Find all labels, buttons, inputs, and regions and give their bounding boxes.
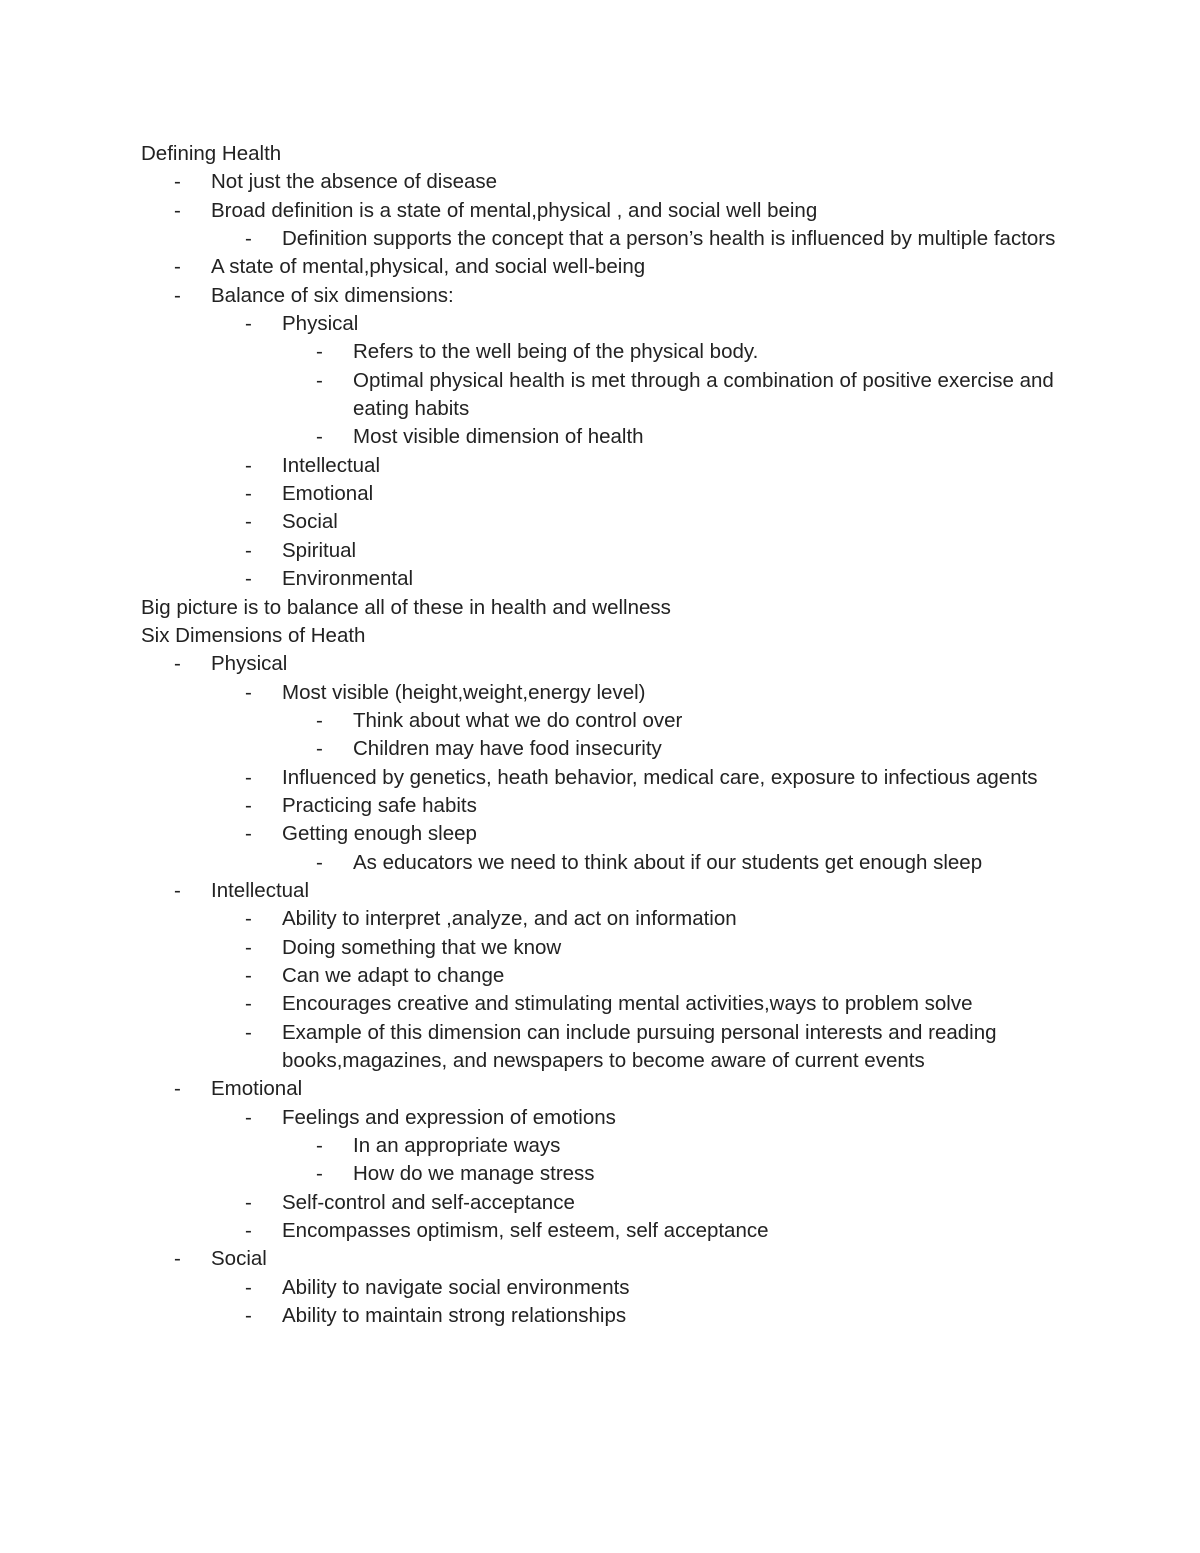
bullet-item [141,480,1071,508]
bullet-item [141,253,1071,281]
line-text: Defining Health [141,142,282,165]
line-text: Doing something that we know [282,935,562,959]
line-text: Refers to the well being of the physical body. [353,340,759,364]
bullet-item [141,1132,1071,1160]
bullet-dash: - [316,1162,323,1186]
line-text: Definition supports the concept that a person’s health is influenced by multiple factors [282,227,1056,251]
bullet-dash: - [245,1190,252,1214]
bullet-item [141,225,1071,253]
bullet-dash: - [245,482,252,506]
bullet-dash: - [245,935,252,959]
bullet-item [141,962,1071,990]
line-text: Physical [282,312,359,336]
bullet-dash: - [245,567,252,591]
bullet-dash: - [245,680,252,704]
bullet-item [141,1302,1071,1330]
line-text: Ability to maintain strong relationships [282,1304,627,1328]
line-text: Social [211,1247,267,1271]
line-text: Balance of six dimensions: [211,283,454,307]
bullet-dash: - [245,312,252,336]
heading-line [141,140,1071,168]
bullet-item [141,508,1071,536]
bullet-item [141,452,1071,480]
bullet-item [141,849,1071,877]
bullet-item [141,934,1071,962]
bullet-dash: - [245,1304,252,1328]
line-text: Encourages creative and stimulating mental activities,ways to problem solve [282,992,973,1016]
bullet-dash: - [245,793,252,817]
bullet-dash: - [174,878,181,902]
line-text: Intellectual [211,878,310,902]
bullet-item [141,168,1071,196]
bullet-dash: - [245,765,252,789]
bullet-item [141,1019,1071,1076]
line-text: Example of this dimension can include pursuing personal interests and reading books,magazines, and newspapers to become aware of current events [282,1020,997,1072]
line-text: Six Dimensions of Heath [141,623,366,647]
line-text: Big picture is to balance all of these in health and wellness [141,595,671,619]
heading-line [141,594,1071,622]
bullet-dash: - [174,255,181,279]
line-text: Emotional [282,482,374,506]
bullet-item [141,1217,1071,1245]
line-text: Feelings and expression of emotions [282,1105,616,1129]
heading-line [141,622,1071,650]
bullet-dash: - [245,992,252,1016]
line-text: In an appropriate ways [353,1134,561,1158]
bullet-dash: - [245,538,252,562]
bullet-dash: - [245,1020,252,1044]
line-text: Not just the absence of disease [211,170,498,194]
bullet-dash: - [245,1219,252,1243]
line-text: Emotional [211,1077,303,1101]
bullet-item [141,338,1071,366]
bullet-item [141,707,1071,735]
bullet-dash: - [174,1247,181,1271]
bullet-dash: - [174,198,181,222]
bullet-dash: - [174,170,181,194]
line-text: Social [282,510,338,534]
line-text: Environmental [282,567,414,591]
bullet-item [141,1075,1071,1103]
bullet-item [141,1189,1071,1217]
bullet-dash: - [316,737,323,761]
line-text: Getting enough sleep [282,822,477,846]
bullet-dash: - [245,1275,252,1299]
bullet-dash: - [245,963,252,987]
bullet-dash: - [174,283,181,307]
bullet-dash: - [245,1105,252,1129]
bullet-dash: - [245,822,252,846]
bullet-dash: - [245,227,252,251]
line-text: Intellectual [282,453,381,477]
line-text: Ability to interpret ,analyze, and act on information [282,907,737,931]
bullet-item [141,792,1071,820]
bullet-dash: - [316,1134,323,1158]
bullet-dash: - [316,708,323,732]
bullet-dash: - [174,1077,181,1101]
line-text: Optimal physical health is met through a combination of positive exercise and eating habits [353,368,1054,421]
bullet-item [141,197,1071,225]
bullet-dash: - [316,850,323,874]
line-text: Most visible (height,weight,energy level) [282,680,646,704]
bullet-item [141,820,1071,848]
bullet-dash: - [245,907,252,931]
bullet-item [141,650,1071,678]
bullet-item [141,764,1071,792]
line-text: Ability to navigate social environments [282,1275,630,1299]
bullet-item [141,423,1071,451]
bullet-dash: - [245,453,252,477]
line-text: As educators we need to think about if our students get enough sleep [353,850,983,874]
bullet-item [141,537,1071,565]
bullet-item [141,1274,1071,1302]
bullet-item [141,282,1071,310]
bullet-dash: - [174,652,181,676]
line-text: A state of mental,physical, and social well-being [211,255,646,279]
bullet-item [141,1245,1071,1273]
bullet-item [141,990,1071,1018]
line-text: Encompasses optimism, self esteem, self acceptance [282,1219,769,1243]
line-text: How do we manage stress [353,1162,595,1186]
document-body [141,140,1071,1330]
line-text: Physical [211,652,288,676]
bullet-item [141,905,1071,933]
bullet-item [141,565,1071,593]
bullet-item [141,679,1071,707]
bullet-item [141,1160,1071,1188]
line-text: Can we adapt to change [282,963,505,987]
line-text: Spiritual [282,538,357,562]
line-text: Think about what we do control over [353,708,683,732]
bullet-item [141,1104,1071,1132]
bullet-item [141,367,1071,424]
bullet-item [141,310,1071,338]
bullet-dash: - [316,425,323,449]
bullet-item [141,735,1071,763]
line-text: Influenced by genetics, heath behavior, medical care, exposure to infectious agents [282,765,1038,789]
line-text: Practicing safe habits [282,793,477,817]
bullet-dash: - [245,510,252,534]
bullet-dash: - [316,368,323,392]
line-text: Broad definition is a state of mental,physical , and social well being [211,198,818,222]
bullet-item [141,877,1071,905]
line-text: Self-control and self-acceptance [282,1190,575,1214]
bullet-dash: - [316,340,323,364]
line-text: Children may have food insecurity [353,737,662,761]
line-text: Most visible dimension of health [353,425,644,449]
